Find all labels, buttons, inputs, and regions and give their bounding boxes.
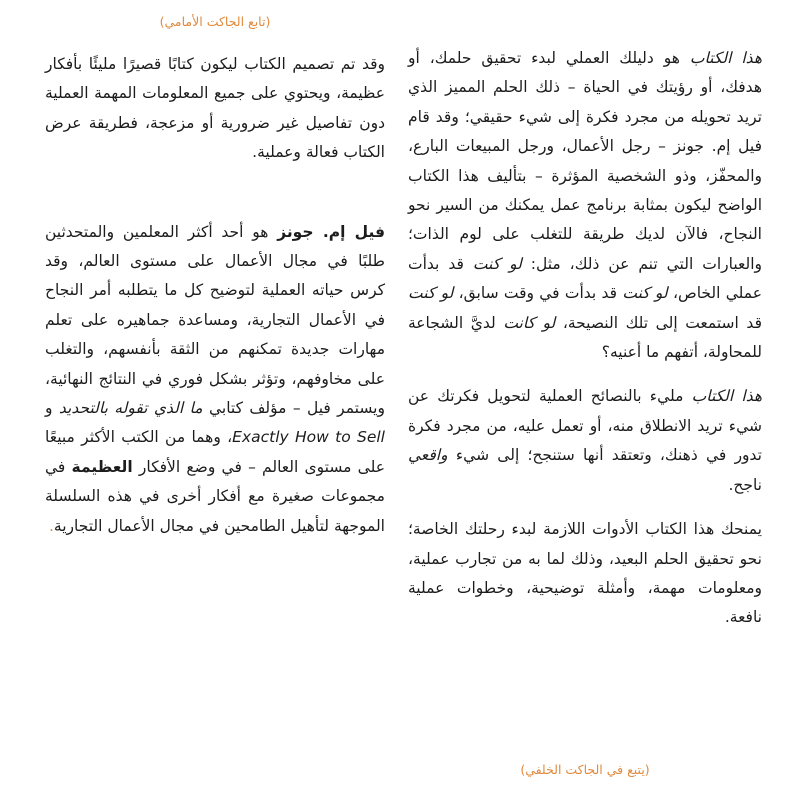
paragraph xyxy=(408,44,762,367)
text-segment: ، وهما من الكتب الأكثر مبيعًا على مستوى العالم – في وضع الأفكار xyxy=(45,428,385,476)
text-segment: Exactly How to Sell xyxy=(232,428,385,447)
paragraph xyxy=(45,50,385,168)
text-segment: و xyxy=(45,399,59,418)
paragraph xyxy=(45,218,385,541)
text-segment: فيل إم. جونز xyxy=(277,222,385,241)
paragraph xyxy=(408,382,762,500)
text-segment: لو كنت xyxy=(408,284,454,303)
footer-continuation-note: (يتبع في الجاكت الخلفي) xyxy=(520,762,650,777)
text-segment: قد بدأت في وقت سابق، xyxy=(453,284,623,303)
text-segment: واقعي xyxy=(408,446,448,465)
text-segment: هو دليلك العملي لبدء تحقيق حلمك، أو هدفك، أو رؤيتك في الحياة – ذلك الحلم المميز الذي تريد تحويله من مجرد فكرة إلى شيء حقيقي؛ وقد قام فيل إم. جونز – رجل الأعمال، ورجل المبيعات البارع، والمحفّز، وذو الشخصية المؤثرة – بتأليف هذا الكتاب الواضح ليكون بمثابة برنامج عمل يمكنك من السير نحو النجاح، فالآن لديك طريقة للتغلب على لوم الذات؛ والعبارات التي تنم عن ذلك، مثل: xyxy=(408,49,762,273)
column-left xyxy=(45,50,385,556)
text-segment: وقد تم تصميم الكتاب ليكون كتابًا قصيرًا مليئًا بأفكار عظيمة، ويحتوي على جميع المعلومات المهمة العملية دون تفاصيل غير ضرورية أو مزعجة، فطريقة عرض الكتاب فعالة وعملية. xyxy=(45,55,385,162)
text-segment: لو كنت xyxy=(472,254,522,273)
text-segment: يمنحك هذا الكتاب الأدوات اللازمة لبدء رحلتك الخاصة؛ نحو تحقيق الحلم البعيد، وذلك لما به من تجارب عملية، ومعلومات مهمة، وأمثلة توضيحية، وخطوات عملية نافعة. xyxy=(408,520,762,627)
text-segment: قد بدأت عملي الخاص، xyxy=(408,254,763,303)
text-segment: هذا الكتاب xyxy=(689,49,762,67)
column-right xyxy=(408,44,762,648)
text-segment: لو كانت xyxy=(503,313,556,332)
text-segment: العظيمة xyxy=(71,457,133,476)
text-segment: هذا الكتاب xyxy=(691,387,762,406)
text-segment: ما الذي تقوله بالتحديد xyxy=(58,399,203,418)
text-segment: لديَّ الشجاعة للمحاولة، أتفهم ما أعنيه؟ xyxy=(408,313,762,362)
text-segment: في مجموعات صغيرة مع أفكار أخرى في هذه السلسلة الموجهة لتأهيل الطامحين في مجال الأعمال التجارية xyxy=(45,457,385,535)
text-segment: . xyxy=(48,516,54,535)
text-segment: قد استمعت إلى تلك النصيحة، xyxy=(555,313,762,332)
text-segment: لو كنت xyxy=(622,284,668,303)
text-segment: هو أحد أكثر المعلمين والمتحدثين طلبًا في مجال الأعمال على مستوى العالم، وقد كرس حياته العملية لتوضيح كل ما يتطلبه أمر النجاح في الأعمال التجارية، ومساعدة جماهيره على تعلم مهارات جديدة تمكنهم من الثقة بأنفسهم، والتغلب على مخاوفهم، وتؤثر بشكل فوري في النتائج النهائية، ويستمر فيل – مؤلف كتابي xyxy=(45,222,385,418)
text-segment: ناجح. xyxy=(728,475,762,494)
text-segment: مليء بالنصائح العملية لتحويل فكرتك عن شيء تريد الانطلاق منه، أو تعمل عليه، من مجرد فكرة تدور في ذهنك، وتعتقد أنها ستنجح؛ إلى شيء xyxy=(408,387,762,465)
header-continuation-note: (تابع الجاكت الأمامي) xyxy=(159,14,271,29)
paragraph xyxy=(408,515,762,633)
